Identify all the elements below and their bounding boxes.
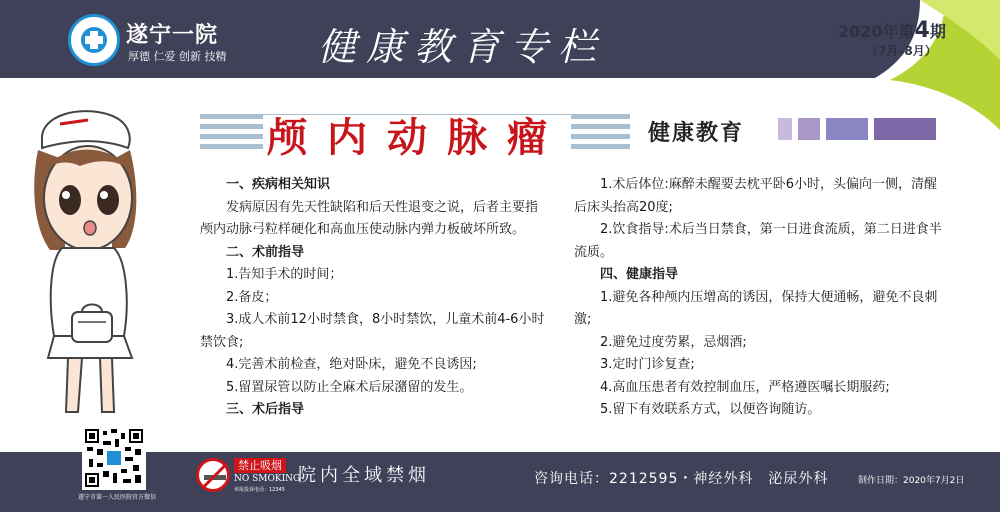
qr-caption: 遂宁市第一人民医院官方微信 (77, 494, 156, 501)
issue-number (838, 18, 946, 43)
complaint-phone: 举报投诉电话：12345 (234, 487, 285, 493)
list-item: 4.高血压患者有效控制血压，严格遵医嘱长期服药; (600, 379, 890, 395)
right-column (574, 174, 944, 422)
nurse-illustration (20, 100, 170, 420)
banner-title: 健康教育专栏 (318, 25, 607, 69)
list-item: 3.成人术前12小时禁食，8小时禁饮，儿童术前4-6小时禁饮食; (200, 312, 545, 350)
tag-square-4 (874, 118, 936, 140)
issue-value: 4 (914, 18, 930, 43)
hospital-motto: 厚德 仁爱 创新 技精 (128, 50, 227, 63)
list-item: 4.完善术前检查，绝对卧床，避免不良诱因; (226, 357, 477, 372)
section-4-heading: 四、健康指导 (600, 267, 679, 282)
list-item: 1.告知手术的时间； (226, 267, 343, 282)
list-item: 2.备皮； (226, 289, 278, 305)
issue-range: （7月–8月） (866, 44, 937, 58)
list-item: 2.饮食指导:术后当日禁食，第一日进食流质，第二日进食半流质。 (574, 222, 942, 260)
tag-square-1 (778, 118, 792, 140)
topic-tag: 健康教育 (648, 121, 745, 146)
issue-prefix: 2020年第 (838, 22, 915, 41)
tag-square-2 (798, 118, 820, 140)
section-2-heading: 二、术前指导 (226, 244, 305, 260)
smoking-ban-text: 院内全域禁烟 (298, 465, 430, 486)
issue-suffix: 期 (929, 22, 946, 41)
made-date: 制作日期：2020年7月2日 (858, 476, 965, 486)
topic-title (222, 106, 612, 163)
section-3-heading: 三、术后指导 (226, 402, 305, 417)
topic-title-text: 颅内动脉瘤 (263, 115, 571, 161)
hospital-name: 遂宁一院 (126, 23, 219, 48)
no-smoking-english: NO SMOKING (234, 474, 301, 484)
qr-code-icon[interactable] (82, 426, 146, 490)
no-smoking-icon (196, 458, 230, 492)
list-item: 5.留置尿管以防止全麻术后尿潴留的发生。 (226, 379, 473, 395)
no-smoking-label: 禁止吸烟 (234, 458, 286, 473)
section-1-text: 发病原因有先天性缺陷和后天性退变之说，后者主要指颅内动脉弓粒样硬化和高血压使动脉内弹力板破坏所致。 (200, 199, 539, 237)
section-1-heading: 一、疾病相关知识 (226, 177, 331, 192)
list-item: 5.留下有效联系方式，以便咨询随访。 (600, 402, 821, 417)
tag-square-3 (826, 118, 868, 140)
list-item: 1.术后体位:麻醉未醒要去枕平卧6小时，头偏向一侧，清醒后床头抬高20度; (574, 177, 938, 215)
bottom-band (0, 452, 1000, 512)
list-item: 3.定时门诊复查; (600, 357, 695, 372)
list-item: 2.避免过度劳累，忌烟酒; (600, 334, 747, 350)
consult-phone: 咨询电话：2212595・神经外科 泌尿外科 (534, 471, 829, 487)
list-item: 1.避免各种颅内压增高的诱因，保持大便通畅，避免不良刺激; (574, 289, 938, 327)
hospital-logo-icon (68, 14, 120, 66)
left-column (200, 174, 548, 422)
